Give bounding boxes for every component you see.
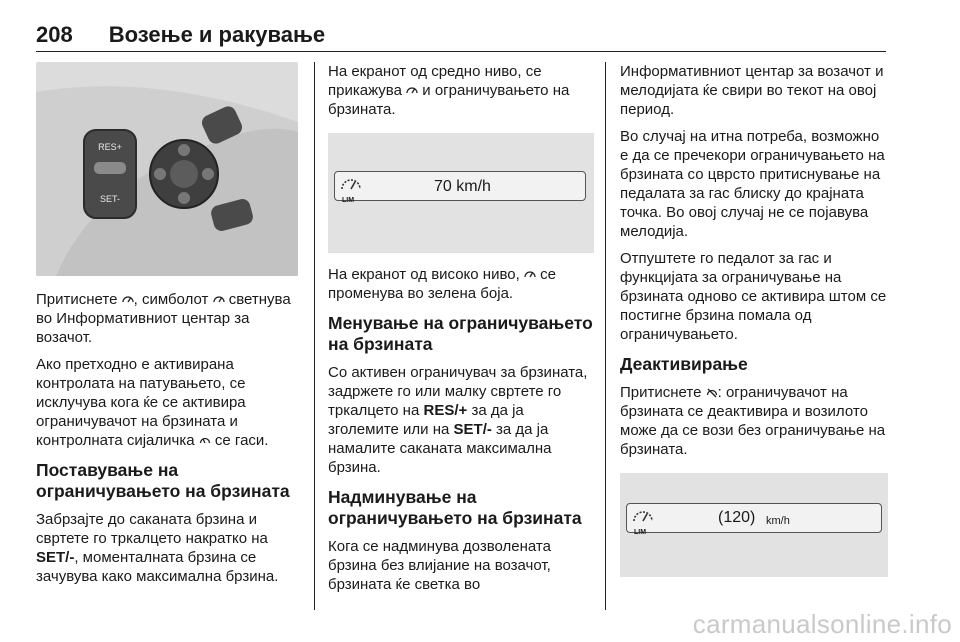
speed-limiter-icon (122, 293, 134, 305)
text-3b: RES/+ (423, 402, 468, 419)
heading-deactivate: Деактивирање (620, 354, 748, 374)
heading-change-limit: Менување на ограничувањето на брзината (328, 313, 593, 354)
cancel-limiter-icon (706, 386, 718, 398)
text-1c: светнува во Информативниот центар за возачот. (36, 291, 291, 346)
column-1 (36, 62, 300, 594)
text-2b: се променува во зелена боја. (328, 266, 556, 302)
column-divider-1 (314, 62, 315, 610)
speed-unit: km/h (766, 515, 790, 527)
cruise-control-icon (199, 434, 211, 446)
set-label: SET- (99, 194, 121, 204)
text-1b: и ограничувањето на брзината. (328, 82, 570, 118)
heading-set-limit: Поставување на ограничувањето на брзината (36, 460, 290, 501)
text-1: Информативниот центар за возачот и мелодијата ќе свири во текот на овој период. (620, 63, 884, 118)
text-1b: , симболот (133, 291, 209, 308)
text-3d: SET/- (453, 421, 492, 438)
text-4: Кога се надминува дозволената брзина без влијание на возачот, брзината ќе светка во (328, 538, 551, 593)
heading-exceed-limit: Надминување на ограничувањето на брзината (328, 487, 582, 528)
text-1a: Притиснете (36, 291, 118, 308)
page-header (36, 22, 325, 48)
text-1a: На екранот од средно ниво, се прикажува (328, 63, 542, 99)
text-3c: за да ја зголемите или на (328, 402, 524, 438)
res-label: RES+ (98, 142, 122, 152)
speed-limiter-icon (524, 268, 536, 280)
text-3a: Забрзајте до саканата брзина и свртете го тркалцето накратко на (36, 511, 268, 547)
speed-limiter-icon (632, 509, 654, 523)
watermark: carmanualsonline.info (692, 609, 952, 639)
header-rule (36, 51, 886, 52)
text-2a: Ако претходно е активирана контролата на патувањето, се исклучува кога ќе се активира ограничувачот на брзината и контролната сијаличка (36, 356, 246, 449)
text-2: Во случај на итна потреба, возможно е да се пречекори ограничувањето на брзината со цврсто притиснување на педалата за гас блиску до крајната точка. Во овој случај не се појавува мелодија. (620, 128, 885, 240)
page-number: 208 (36, 22, 73, 47)
display-exceeded (620, 473, 888, 577)
column-2 (328, 62, 594, 602)
column-divider-2 (605, 62, 606, 610)
lim-label: LIM (342, 197, 355, 204)
text-3e: за да ја намалите саканата максимална брзина. (328, 421, 552, 476)
steering-wheel-controls-image (36, 62, 298, 276)
speed-limiter-icon (406, 84, 418, 96)
limit-speed-value: (120) (718, 509, 756, 526)
text-4a: Притиснете (620, 384, 702, 401)
section-title: Возење и ракување (108, 22, 326, 47)
text-4b: : ограничувачот на брзината се деактивира и возилото може да се вози без ограничување на брзината. (620, 384, 886, 458)
text-3b: SET/- (36, 549, 75, 566)
text-3: Отпуштете го педалот за гас и функцијата за ограничување на брзината одново се активира штом се постигне брзина помала од ограничувањето. (620, 250, 887, 343)
text-3a: Со активен ограничувач за брзината, задржете го или малку свртете го тркалцето на (328, 364, 588, 419)
speed-limiter-icon (213, 293, 225, 305)
column-3 (620, 62, 888, 577)
text-2a: На екранот од високо ниво, (328, 266, 520, 283)
display-mid-level (328, 133, 594, 253)
limit-speed-value: 70 km/h (434, 178, 491, 195)
lim-label: LIM (634, 529, 647, 536)
text-2b: се гаси. (214, 432, 269, 449)
speed-limiter-icon (340, 177, 362, 191)
text-3c: , моменталната брзина се зачувува како максимална брзина. (36, 549, 279, 585)
